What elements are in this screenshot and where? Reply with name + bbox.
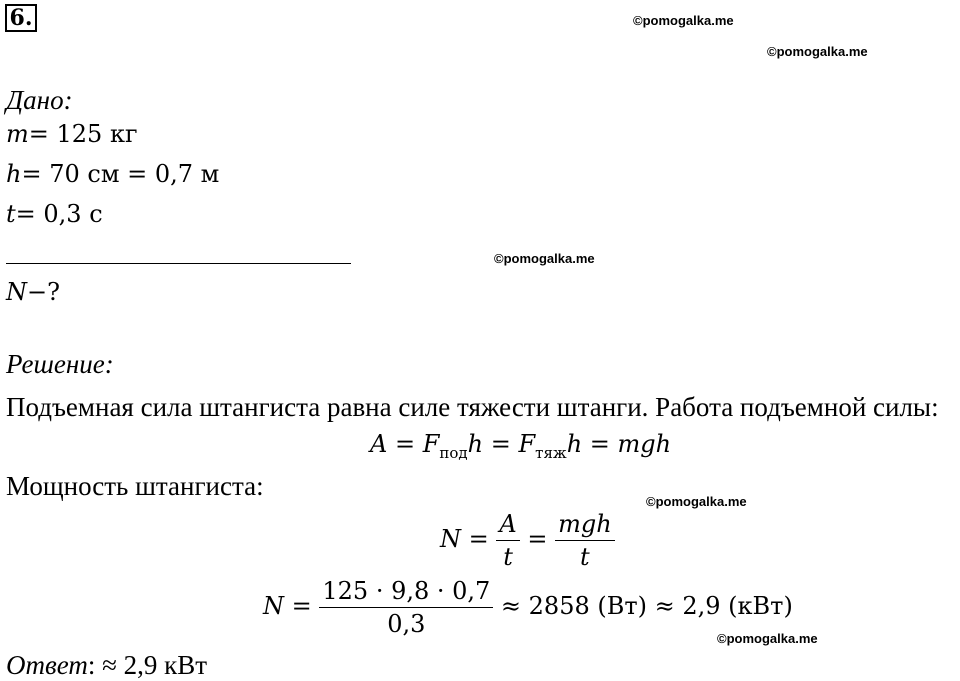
numerator: A — [496, 510, 519, 541]
watermark: ©pomogalka.me — [717, 631, 818, 646]
denominator: t — [503, 543, 513, 571]
eq-sign: = — [582, 430, 618, 458]
solution-text-2: Мощность штангиста: — [6, 471, 264, 501]
problem-number: 6. — [5, 4, 37, 32]
var-N: N — [6, 278, 27, 306]
sym-h: h — [467, 430, 484, 458]
given-time-value: = 0,3 с — [15, 200, 103, 228]
watermark: ©pomogalka.me — [633, 13, 734, 28]
fraction-numeric — [319, 577, 493, 638]
sym-A: A — [370, 430, 388, 458]
watermark: ©pomogalka.me — [767, 44, 868, 59]
eq-sign: = — [387, 430, 423, 458]
fraction-mgh-over-t — [555, 510, 615, 571]
find-question: −? — [27, 278, 60, 306]
denominator: 0,3 — [387, 610, 426, 638]
given-label: Дано: — [6, 85, 73, 115]
answer-line — [6, 650, 207, 681]
sym-N: N — [440, 525, 461, 553]
sym-h: h — [566, 430, 583, 458]
var-t: t — [6, 200, 16, 228]
solution-text-1: Подъемная сила штангиста равна силе тяжести штанги. Работа подъемной силы: — [6, 392, 939, 422]
result-value: ≈ 2858 (Вт) ≈ 2,9 (кВт) — [493, 592, 793, 620]
sub-pod: под — [439, 444, 468, 462]
equation-power-formula — [440, 510, 615, 571]
watermark: ©pomogalka.me — [646, 494, 747, 509]
sub-tyazh: тяж — [535, 444, 567, 462]
numerator: 125 · 9,8 · 0,7 — [319, 577, 493, 608]
equation-work — [370, 430, 671, 462]
given-time — [6, 200, 103, 228]
fraction-a-over-t — [496, 510, 519, 571]
var-m: m — [6, 120, 29, 148]
eq-sign: = — [483, 430, 519, 458]
answer-value: : ≈ 2,9 кВт — [87, 650, 208, 680]
find-line — [6, 278, 60, 306]
denominator: t — [580, 543, 590, 571]
sym-mgh: mgh — [617, 430, 672, 458]
answer-label: Ответ — [6, 650, 88, 680]
given-height — [6, 160, 219, 188]
eq-sign: = — [284, 592, 320, 620]
sym-N: N — [263, 592, 284, 620]
given-height-value: = 70 см = 0,7 м — [21, 160, 220, 188]
solution-label: Решение: — [6, 349, 114, 379]
var-h: h — [6, 160, 22, 188]
sym-F: F — [422, 430, 440, 458]
eq-sign: = — [519, 525, 556, 553]
watermark: ©pomogalka.me — [494, 251, 595, 266]
equation-power-value — [263, 577, 793, 638]
given-mass — [6, 120, 138, 148]
eq-sign: = — [461, 525, 497, 553]
sym-F: F — [518, 430, 536, 458]
given-divider — [6, 263, 351, 264]
numerator: mgh — [555, 510, 615, 541]
given-mass-value: = 125 кг — [28, 120, 138, 148]
